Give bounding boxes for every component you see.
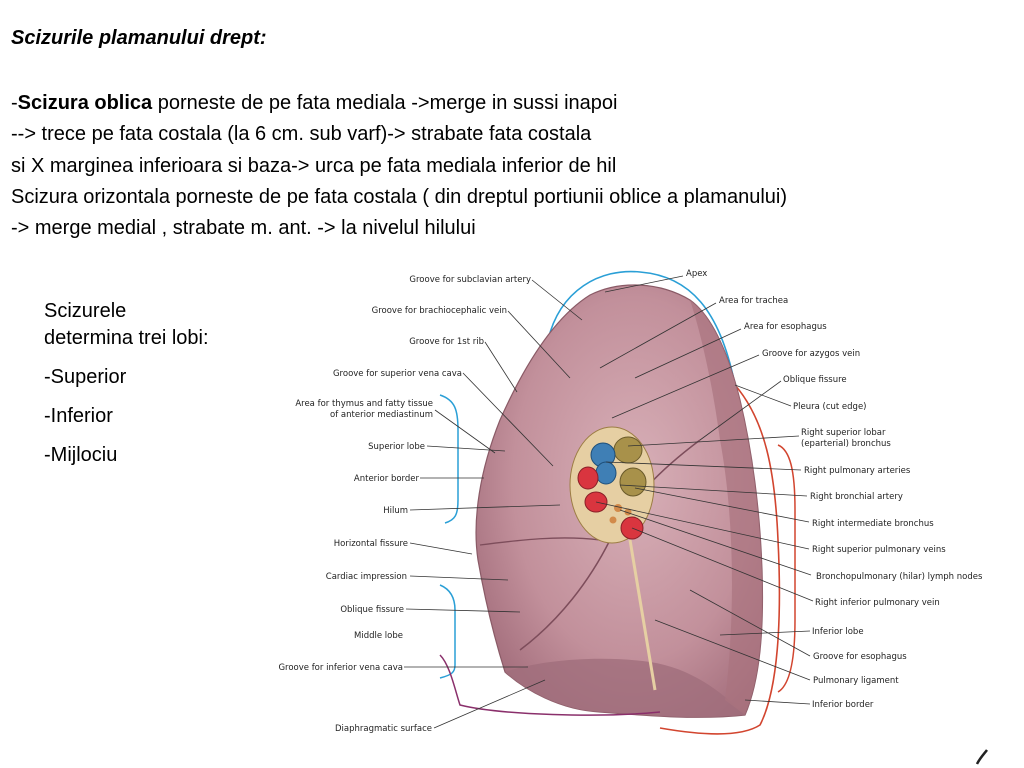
pulmonary-artery-2 xyxy=(596,462,616,484)
label-cardiac-impression: Cardiac impression xyxy=(325,572,407,582)
label-right-superior-lobar-line2: (eparterial) bronchus xyxy=(801,439,891,449)
label-right-pulmonary-arteries: Right pulmonary arteries xyxy=(804,466,911,476)
label-pulmonary-ligament: Pulmonary ligament xyxy=(813,676,899,686)
text-line-5: -> merge medial , strabate m. ant. -> la nivelul hilului xyxy=(11,217,476,240)
label-middle-lobe: Middle lobe xyxy=(354,631,403,641)
label-hilar-lymph-nodes: Bronchopulmonary (hilar) lymph nodes xyxy=(816,572,983,582)
label-inferior-lobe: Inferior lobe xyxy=(812,627,864,637)
label-apex: Apex xyxy=(686,269,708,279)
bracket-middle-lobe xyxy=(440,585,455,678)
label-anterior-border: Anterior border xyxy=(353,474,419,484)
label-groove-esophagus: Groove for esophagus xyxy=(813,652,907,662)
label-diaphragmatic-surface: Diaphragmatic surface xyxy=(335,724,432,734)
bronchus-superior xyxy=(614,437,642,463)
label-right-superior-pulmonary-veins: Right superior pulmonary veins xyxy=(812,545,946,555)
label-thymus-area-line1: Area for thymus and fatty tissue xyxy=(295,399,433,409)
lobe-middle: -Mijlociu xyxy=(44,444,118,466)
superior-pulmonary-vein-1 xyxy=(578,467,598,489)
label-groove-azygos-vein: Groove for azygos vein xyxy=(762,349,861,359)
label-right-superior-lobar-line1: Right superior lobar xyxy=(801,428,886,438)
label-right-bronchial-artery: Right bronchial artery xyxy=(810,492,903,502)
page-curl-icon xyxy=(975,748,989,766)
label-area-trachea: Area for trachea xyxy=(719,296,789,306)
label-horizontal-fissure: Horizontal fissure xyxy=(333,539,408,549)
line-rest: porneste de pe fata mediala ->merge in sussi inapoi xyxy=(152,92,618,114)
label-oblique-fissure-right: Oblique fissure xyxy=(783,375,847,385)
lymph-node-1 xyxy=(614,504,622,512)
label-groove-superior-vena-cava: Groove for superior vena cava xyxy=(332,369,462,379)
label-groove-subclavian-artery: Groove for subclavian artery xyxy=(409,275,531,285)
label-groove-brachiocephalic-vein: Groove for brachiocephalic vein xyxy=(371,306,507,316)
bronchus-intermediate xyxy=(620,468,646,496)
label-oblique-fissure-left: Oblique fissure xyxy=(340,605,404,615)
label-pleura-cut-edge: Pleura (cut edge) xyxy=(793,402,867,412)
text-line-4: Scizura orizontala porneste de pe fata costala ( din dreptul portiunii oblice a plamanului) xyxy=(11,185,788,208)
term-oblique-fissure: Scizura oblica xyxy=(17,92,153,114)
lobes-intro: Scizurele determina trei lobi: xyxy=(44,300,209,349)
bracket-superior-lobe xyxy=(440,395,458,523)
label-right-intermediate-bronchus: Right intermediate bronchus xyxy=(812,519,934,529)
lobe-superior: -Superior xyxy=(44,366,127,388)
line-prefix: - xyxy=(11,92,18,114)
label-right-inferior-pulmonary-vein: Right inferior pulmonary vein xyxy=(815,598,940,608)
label-thymus-area-line2: of anterior mediastinum xyxy=(330,410,433,420)
label-groove-inferior-vena-cava: Groove for inferior vena cava xyxy=(278,663,403,673)
text-line-3: si X marginea inferioara si baza-> urca pe fata mediala inferior de hil xyxy=(11,154,617,177)
text-line-2: --> trece pe fata costala (la 6 cm. sub varf)-> strabate fata costala xyxy=(11,123,592,146)
lobe-inferior: -Inferior xyxy=(44,405,113,427)
label-hilum: Hilum xyxy=(383,506,408,516)
lymph-node-3 xyxy=(610,517,617,524)
label-superior-lobe: Superior lobe xyxy=(368,442,425,452)
label-groove-1st-rib: Groove for 1st rib xyxy=(409,337,484,347)
label-inferior-border: Inferior border xyxy=(812,700,874,710)
slide-title: Scizurile plamanului drept: xyxy=(11,27,267,49)
label-area-esophagus: Area for esophagus xyxy=(744,322,827,332)
